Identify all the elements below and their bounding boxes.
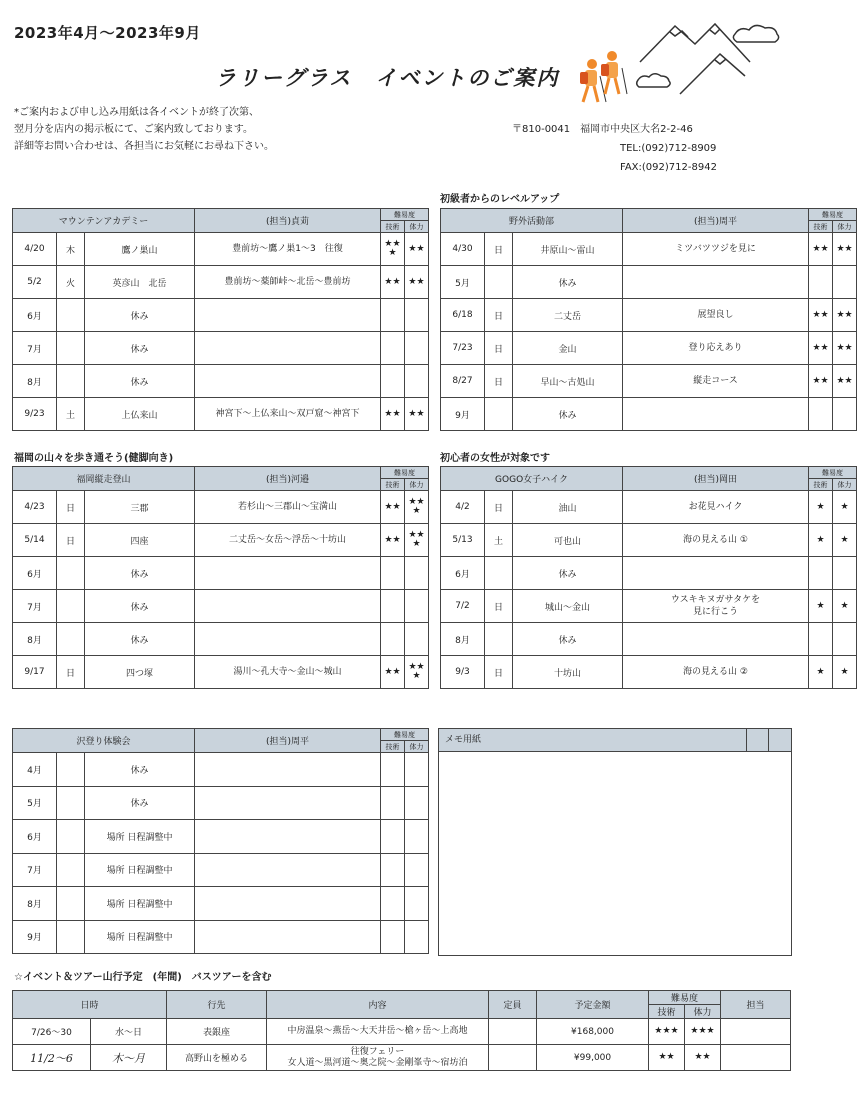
table-row (441, 623, 857, 656)
event-day (57, 887, 85, 921)
tour-header-difficulty: 難易度 (649, 991, 721, 1005)
event-date: 4/2 (441, 491, 485, 524)
event-date: 4/20 (13, 233, 57, 266)
tech-stars: ★★ (381, 491, 405, 524)
event-staff: (担当)河邉 (195, 467, 381, 491)
event-course (623, 623, 809, 656)
table-row (441, 332, 857, 365)
tech-stars: ★★ (809, 332, 833, 365)
event-course (623, 398, 809, 431)
event-place: 四座 (85, 524, 195, 557)
tech-stars: ★★ (381, 398, 405, 431)
event-date: 4/23 (13, 491, 57, 524)
table-row (13, 365, 429, 398)
tech-stars (809, 398, 833, 431)
section-beginner-levelup: 初級者からのレベルアップ (440, 194, 560, 205)
stamina-stars: ★★ (405, 233, 429, 266)
tech-stars (809, 266, 833, 299)
event-day (57, 332, 85, 365)
outdoor-club-table (440, 208, 857, 431)
period-label: 2023年4月～2023年9月 (14, 24, 201, 42)
event-place: 休み (85, 590, 195, 623)
event-course: 海の見える山 ① (623, 524, 809, 557)
tour-header-stamina: 体力 (685, 1005, 721, 1019)
event-staff: (担当)周平 (623, 209, 809, 233)
table-header-row (13, 209, 429, 221)
table-row (13, 266, 429, 299)
tour-stamina-stars: ★★★ (685, 1019, 721, 1045)
event-place: 休み (85, 557, 195, 590)
event-place: 可也山 (513, 524, 623, 557)
event-place: 二丈岳 (513, 299, 623, 332)
tech-stars (381, 365, 405, 398)
tour-row (13, 1045, 791, 1071)
event-place: 四つ塚 (85, 656, 195, 689)
tech-header: 技術 (809, 221, 833, 233)
stamina-stars: ★ (833, 656, 857, 689)
event-date: 7月 (13, 332, 57, 365)
event-course: 登り応えあり (623, 332, 809, 365)
event-date: 8月 (13, 887, 57, 921)
tour-dest: 高野山を極める (167, 1045, 267, 1071)
event-course (195, 299, 381, 332)
event-day: 日 (485, 590, 513, 623)
tour-price: ¥168,000 (537, 1019, 649, 1045)
tour-content: 中房温泉～燕岳～大天井岳～槍ヶ岳～上高地 (267, 1019, 489, 1045)
stamina-stars (405, 365, 429, 398)
tour-header-dest: 行先 (167, 991, 267, 1019)
table-row (13, 557, 429, 590)
tech-stars: ★★ (381, 524, 405, 557)
tech-header: 技術 (381, 479, 405, 491)
table-row (441, 656, 857, 689)
event-place: 三郡 (85, 491, 195, 524)
stamina-stars: ★★ ★ (405, 656, 429, 689)
event-place: 場所 日程調整中 (85, 820, 195, 854)
tech-stars (381, 332, 405, 365)
event-day: 日 (57, 491, 85, 524)
tour-header-capacity: 定員 (489, 991, 537, 1019)
event-place: 場所 日程調整中 (85, 920, 195, 954)
event-day: 土 (485, 524, 513, 557)
event-course (195, 557, 381, 590)
event-date: 9月 (13, 920, 57, 954)
event-date: 4月 (13, 753, 57, 787)
stamina-stars (405, 786, 429, 820)
stamina-stars (405, 590, 429, 623)
difficulty-header: 難易度 (809, 209, 857, 221)
event-date: 8月 (13, 623, 57, 656)
tel-number: TEL:(092)712-8909 (620, 143, 717, 154)
stamina-stars (833, 557, 857, 590)
tech-stars (381, 299, 405, 332)
tech-stars: ★★ (381, 266, 405, 299)
event-course: 展望良し (623, 299, 809, 332)
tech-header: 技術 (809, 479, 833, 491)
event-course (623, 266, 809, 299)
tour-tech-stars: ★★ (649, 1045, 685, 1071)
event-day (485, 623, 513, 656)
event-name: 沢登り体験会 (13, 729, 195, 753)
table-row (13, 656, 429, 689)
tech-header: 技術 (381, 741, 405, 753)
tour-header-date: 日時 (13, 991, 167, 1019)
event-place: 休み (85, 786, 195, 820)
event-day (57, 753, 85, 787)
event-day: 火 (57, 266, 85, 299)
stamina-header: 体力 (405, 479, 429, 491)
tour-capacity (489, 1045, 537, 1071)
event-day (57, 590, 85, 623)
tour-tech-stars: ★★★ (649, 1019, 685, 1045)
table-row (441, 365, 857, 398)
event-course (195, 887, 381, 921)
event-course (195, 786, 381, 820)
tech-stars: ★★ (809, 299, 833, 332)
tech-stars: ★ (809, 491, 833, 524)
store-address (512, 120, 717, 177)
event-day: 土 (57, 398, 85, 431)
stamina-stars (405, 853, 429, 887)
tour-day: 水～日 (91, 1019, 167, 1045)
tech-stars: ★ (809, 656, 833, 689)
stamina-stars: ★ (833, 590, 857, 623)
page-title: ラリーグラス イベントのご案内 (215, 66, 560, 90)
event-day (57, 820, 85, 854)
event-day (57, 920, 85, 954)
tour-header-tech: 技術 (649, 1005, 685, 1019)
event-course (195, 623, 381, 656)
stamina-stars: ★★ (405, 398, 429, 431)
event-day (485, 557, 513, 590)
tech-stars (381, 557, 405, 590)
tech-stars: ★★ (809, 233, 833, 266)
tech-stars (381, 853, 405, 887)
event-place: 油山 (513, 491, 623, 524)
table-row (13, 853, 429, 887)
event-date: 9/17 (13, 656, 57, 689)
stamina-stars: ★★ (405, 266, 429, 299)
tour-date: 11/2～6 (13, 1045, 91, 1071)
event-place: 休み (85, 365, 195, 398)
table-row (13, 398, 429, 431)
stamina-stars: ★★ ★ (405, 524, 429, 557)
gogo-womens-hike-table (440, 466, 857, 689)
tech-stars (381, 887, 405, 921)
tech-stars (381, 753, 405, 787)
table-header-row (13, 729, 429, 741)
event-course: 豊前坊～薬師峠～北岳～豊前坊 (195, 266, 381, 299)
tour-capacity (489, 1019, 537, 1045)
event-place: 休み (513, 623, 623, 656)
stamina-stars (833, 623, 857, 656)
stamina-stars: ★★ (833, 332, 857, 365)
event-date: 8月 (13, 365, 57, 398)
stamina-stars: ★★ (833, 233, 857, 266)
difficulty-header: 難易度 (381, 209, 429, 221)
memo-header-cell (768, 729, 791, 751)
stamina-stars (405, 920, 429, 954)
event-place: 十坊山 (513, 656, 623, 689)
table-header-row (13, 467, 429, 479)
event-date: 8月 (441, 623, 485, 656)
event-day: 日 (485, 365, 513, 398)
postal-address: 〒810-0041 福岡市中央区大名2-2-46 (512, 124, 693, 135)
event-date: 7月 (13, 853, 57, 887)
event-place: 休み (513, 266, 623, 299)
table-row (13, 920, 429, 954)
event-course: 若杉山～三郡山～宝満山 (195, 491, 381, 524)
event-date: 6月 (13, 299, 57, 332)
notice-line: *ご案内および申し込み用紙は各イベントが終了次第、 (14, 107, 259, 118)
event-course: 湯川～孔大寺～金山～城山 (195, 656, 381, 689)
event-day (485, 398, 513, 431)
event-date: 5月 (441, 266, 485, 299)
tour-content: 往復フェリー 女人道～黒河道～奥之院～金剛峯寺～宿坊泊 (267, 1045, 489, 1071)
tour-price: ¥99,000 (537, 1045, 649, 1071)
table-row (441, 266, 857, 299)
tech-header: 技術 (381, 221, 405, 233)
table-row (441, 557, 857, 590)
event-place: 城山～金山 (513, 590, 623, 623)
event-place: 金山 (513, 332, 623, 365)
tour-header-row (13, 991, 791, 1005)
event-date: 5/13 (441, 524, 485, 557)
event-name: GOGO女子ハイク (441, 467, 623, 491)
stamina-stars: ★ (833, 524, 857, 557)
event-place: 休み (85, 332, 195, 365)
notice-line: 翌月分を店内の掲示板にて、ご案内致しております。 (14, 124, 253, 135)
difficulty-header: 難易度 (381, 467, 429, 479)
event-day: 日 (485, 233, 513, 266)
stamina-stars: ★★ ★ (405, 491, 429, 524)
event-date: 6/18 (441, 299, 485, 332)
stamina-stars: ★★ (833, 365, 857, 398)
stamina-stars (833, 398, 857, 431)
tech-stars: ★ (809, 590, 833, 623)
event-day (57, 786, 85, 820)
stamina-header: 体力 (833, 479, 857, 491)
tech-stars: ★★ (809, 365, 833, 398)
event-name: 福岡縦走登山 (13, 467, 195, 491)
table-row (13, 590, 429, 623)
event-day (57, 623, 85, 656)
tour-staff (721, 1045, 791, 1071)
event-day: 日 (485, 332, 513, 365)
tour-table (12, 990, 791, 1071)
event-place: 鷹ノ巣山 (85, 233, 195, 266)
tour-heading: ☆イベント＆ツアー山行予定 (年間) バスツアーを含む (14, 972, 272, 983)
table-row (13, 332, 429, 365)
mountain-academy-table (12, 208, 429, 431)
event-day: 日 (485, 299, 513, 332)
event-date: 9/23 (13, 398, 57, 431)
event-course: ミツバツツジを見に (623, 233, 809, 266)
event-place: 早山～古処山 (513, 365, 623, 398)
tech-stars (381, 920, 405, 954)
event-place: 休み (85, 299, 195, 332)
tour-header-price: 予定金額 (537, 991, 649, 1019)
stamina-stars (405, 557, 429, 590)
tech-stars (381, 590, 405, 623)
event-place: 休み (513, 557, 623, 590)
event-date: 7/2 (441, 590, 485, 623)
tour-day: 木～月 (91, 1045, 167, 1071)
event-date: 5/14 (13, 524, 57, 557)
table-row (13, 299, 429, 332)
tour-date: 7/26～30 (13, 1019, 91, 1045)
event-place: 場所 日程調整中 (85, 887, 195, 921)
event-place: 上仏来山 (85, 398, 195, 431)
event-place: 休み (85, 753, 195, 787)
stamina-stars (405, 820, 429, 854)
table-row (441, 590, 857, 623)
event-day: 日 (57, 656, 85, 689)
stamina-header: 体力 (405, 741, 429, 753)
table-row (13, 820, 429, 854)
difficulty-header: 難易度 (809, 467, 857, 479)
notice-line: 詳細等お問い合わせは、各担当にお気軽にお尋ね下さい。 (14, 141, 274, 152)
event-day (57, 299, 85, 332)
event-day: 木 (57, 233, 85, 266)
event-course: 神宮下～上仏来山～双戸窟～神宮下 (195, 398, 381, 431)
table-row (13, 786, 429, 820)
event-course: 海の見える山 ② (623, 656, 809, 689)
tour-header-staff: 担当 (721, 991, 791, 1019)
table-row (441, 398, 857, 431)
event-course (195, 365, 381, 398)
tour-header-content: 内容 (267, 991, 489, 1019)
event-day: 日 (485, 491, 513, 524)
event-day (485, 266, 513, 299)
event-date: 6月 (441, 557, 485, 590)
event-name: マウンテンアカデミー (13, 209, 195, 233)
hiker-icon (601, 51, 627, 94)
table-row (441, 491, 857, 524)
table-row (13, 233, 429, 266)
stamina-stars (405, 753, 429, 787)
tech-stars (381, 623, 405, 656)
event-course: 二丈岳～女岳～浮岳～十坊山 (195, 524, 381, 557)
stream-climbing-table (12, 728, 429, 954)
tour-row (13, 1019, 791, 1045)
memo-header-cell (746, 729, 769, 751)
stamina-stars (833, 266, 857, 299)
table-row (441, 524, 857, 557)
notice-text (14, 104, 274, 155)
tech-stars (381, 820, 405, 854)
memo-header (439, 729, 791, 752)
stamina-stars (405, 623, 429, 656)
event-place: 場所 日程調整中 (85, 853, 195, 887)
event-place: 英彦山 北岳 (85, 266, 195, 299)
event-day (57, 365, 85, 398)
event-date: 7/23 (441, 332, 485, 365)
stamina-stars (405, 332, 429, 365)
tech-stars: ★★ (381, 656, 405, 689)
mountain-hikers-illustration (570, 14, 790, 114)
event-staff: (担当)周平 (195, 729, 381, 753)
event-date: 8/27 (441, 365, 485, 398)
section-fukuoka-walk: 福岡の山々を歩き通そう(健脚向き) (14, 453, 174, 464)
event-course (195, 853, 381, 887)
memo-box[interactable] (438, 728, 792, 956)
difficulty-header: 難易度 (381, 729, 429, 741)
event-date: 7月 (13, 590, 57, 623)
event-course (195, 753, 381, 787)
event-date: 9/3 (441, 656, 485, 689)
event-staff: (担当)貞苅 (195, 209, 381, 233)
table-row (441, 233, 857, 266)
table-row (13, 524, 429, 557)
stamina-header: 体力 (405, 221, 429, 233)
stamina-stars: ★★ (833, 299, 857, 332)
event-day: 日 (485, 656, 513, 689)
event-staff: (担当)岡田 (623, 467, 809, 491)
tech-stars (381, 786, 405, 820)
tech-stars (809, 623, 833, 656)
fukuoka-traverse-table (12, 466, 429, 689)
table-header-row (441, 467, 857, 479)
event-date: 6月 (13, 820, 57, 854)
fax-number: FAX:(092)712-8942 (620, 162, 717, 173)
tour-stamina-stars: ★★ (685, 1045, 721, 1071)
event-date: 5/2 (13, 266, 57, 299)
event-day: 日 (57, 524, 85, 557)
tech-stars: ★★ ★ (381, 233, 405, 266)
event-day (57, 853, 85, 887)
event-day (57, 557, 85, 590)
event-course (623, 557, 809, 590)
table-row (13, 753, 429, 787)
event-place: 休み (513, 398, 623, 431)
event-course (195, 590, 381, 623)
event-course: ウスキキヌガサタケを 見に行こう (623, 590, 809, 623)
memo-label: メモ用紙 (445, 735, 482, 745)
table-row (13, 623, 429, 656)
event-course (195, 920, 381, 954)
table-header-row (441, 209, 857, 221)
tour-dest: 表銀座 (167, 1019, 267, 1045)
stamina-header: 体力 (833, 221, 857, 233)
event-course: 縦走コース (623, 365, 809, 398)
event-name: 野外活動部 (441, 209, 623, 233)
event-date: 5月 (13, 786, 57, 820)
table-row (13, 887, 429, 921)
stamina-stars: ★ (833, 491, 857, 524)
tour-staff (721, 1019, 791, 1045)
event-course: お花見ハイク (623, 491, 809, 524)
event-date: 6月 (13, 557, 57, 590)
event-course (195, 332, 381, 365)
event-course (195, 820, 381, 854)
event-place: 休み (85, 623, 195, 656)
tech-stars: ★ (809, 524, 833, 557)
section-women: 初心者の女性が対象です (440, 453, 550, 464)
stamina-stars (405, 299, 429, 332)
event-date: 4/30 (441, 233, 485, 266)
table-row (441, 299, 857, 332)
event-date: 9月 (441, 398, 485, 431)
event-place: 井原山～雷山 (513, 233, 623, 266)
event-course: 豊前坊～鷹ノ巣1～3 往復 (195, 233, 381, 266)
table-row (13, 491, 429, 524)
stamina-stars (405, 887, 429, 921)
tech-stars (809, 557, 833, 590)
